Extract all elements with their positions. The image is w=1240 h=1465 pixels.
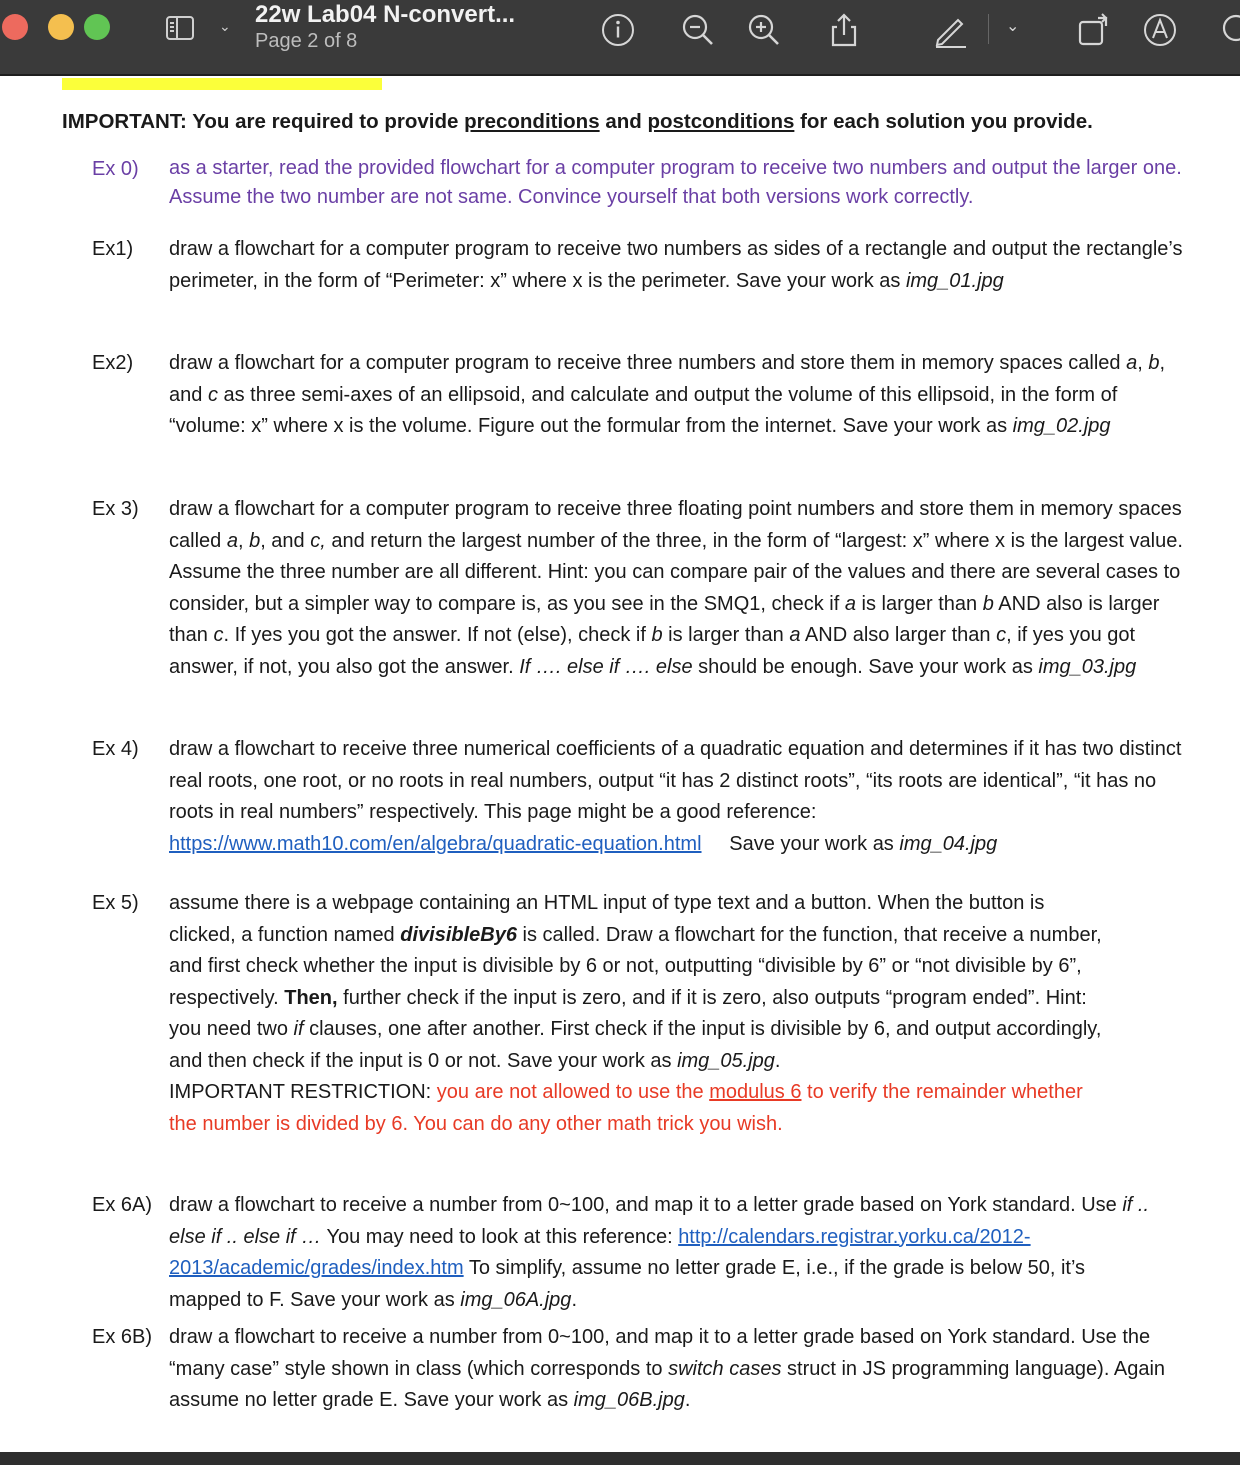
exercise-text: draw a flowchart for a computer program to receive three floating point numbers and store them in memory spaces called a, b, and c, and return the largest number of the three, in the form of “largest: x” where x is the largest value. Assume the three number are all different. Hint: you can compare pair of the values and there are several cases to consider, but a simpler way to compare is, as you see in the SMQ1, check if a is larger than b AND also is larger than c. If yes you got the answer. If not (else), check if b is larger than a AND also larger than c, if yes you got answer, if not, you also got the answer. If …. else if …. else should be enough. Save your work as img_03.jpg (169, 498, 1183, 678)
share-icon[interactable] (824, 10, 864, 50)
quadratic-reference-link[interactable]: https://www.math10.com/en/algebra/quadratic-equation.html (169, 832, 702, 855)
annotate-icon[interactable] (1140, 10, 1180, 50)
exercise-label: Ex1) (92, 238, 134, 260)
search-icon[interactable] (1218, 10, 1240, 50)
zoom-out-icon[interactable] (678, 10, 718, 50)
window-toolbar (0, 0, 1240, 76)
exercise-text: draw a flowchart to receive three numerical coefficients of a quadratic equation and determines if it has two distinct real roots, one root, or no roots in real numbers, output “it has 2 distinct roots”, “its roots are identical”, “it has no roots in real numbers” respectively. This page might be a good reference: https://www.math10.com/en/algebra/quadratic-equation.html Save your work as img_04.jpg (169, 738, 1182, 855)
important-note: IMPORTANT: You are required to provide preconditions and postconditions for each solution you provide. (62, 110, 1093, 133)
sidebar-icon (166, 16, 194, 40)
exercise-label: Ex2) (92, 352, 134, 374)
exercise-label: Ex 4) (92, 738, 139, 760)
exercise-text: draw a flowchart to receive a number from 0~100, and map it to a letter grade based on York standard. Use if .. else if .. else if … You may need to look at this reference: http://calendars.registrar.yorku.ca/2012-2013/academic/grades/index.htm To simplify, assume no letter grade E, i.e., if the grade is below 50, it’s mapped to F. Save your work as img_06A.jpg. (169, 1194, 1149, 1311)
york-grades-reference-link[interactable]: http://calendars.registrar.yorku.ca/2012-2013/academic/grades/index.htm (169, 1225, 1031, 1279)
sidebar-toggle-button[interactable] (166, 16, 204, 42)
highlighted-text-fragment (62, 78, 382, 90)
exercise-label: Ex 3) (92, 498, 139, 520)
sidebar-menu-chevron-icon[interactable]: ⌄ (219, 18, 231, 34)
exercise-text: draw a flowchart for a computer program to receive three numbers and store them in memory spaces called a, b, and c as three semi-axes of an ellipsoid, and calculate and output the volume of this ellipsoid, in the form of “volume: x” where x is the volume. Figure out the formular from the internet. Save your work as img_02.jpg (169, 352, 1166, 437)
exercise-text: draw a flowchart to receive a number from 0~100, and map it to a letter grade based on York standard. Use the “many case” style shown in class (which corresponds to switch cases struct in JS programming language). Again assume no letter grade E. Save your work as img_06B.jpg. (169, 1326, 1166, 1411)
exercise-label: Ex 5) (92, 892, 139, 914)
exercise-text: draw a flowchart for a computer program to receive two numbers as sides of a rectangle and output the rectangle’s perimeter, in the form of “Perimeter: x” where x is the perimeter. Save your work as img_01.jpg (169, 238, 1183, 292)
document-title: 22w Lab04 N-convert... (255, 1, 516, 28)
zoom-window-button[interactable] (84, 14, 110, 40)
info-icon[interactable] (598, 10, 638, 50)
exercise-text: as a starter, read the provided flowchart for a computer program to receive two numbers and output the larger one. Assume the two number are not same. Convince yourself that both versions work correctly. (169, 157, 1182, 208)
exercise-label: Ex 6A) (92, 1194, 153, 1216)
markup-menu-chevron-icon[interactable]: ⌄ (1006, 18, 1020, 35)
document-page (0, 78, 1240, 1452)
restriction-label: IMPORTANT RESTRICTION: (169, 1081, 437, 1103)
toolbar-separator (988, 14, 989, 44)
markup-pen-icon[interactable] (930, 10, 970, 50)
exercise-text: assume there is a webpage containing an HTML input of type text and a button. When the button is clicked, a function named divisibleBy6 is called. Draw a flowchart for the function, that receive a number, and first check whether the input is divisible by 6 or not, outputting “divisible by 6” or “not divisible by 6”, respectively. Then, further check if the input is zero, and if it is zero, also outputs “program ended”. Hint: you need two if clauses, one after another. First check if the input is divisible by 6, and output accordingly, and then check if the input is 0 or not. Save your work as img_05.jpg. IMPORTANT RESTRICTION: you are not allowed to use the modulus 6 to verify the remainder whether the number is divided by 6. You can do any other math trick you wish. (169, 892, 1102, 1135)
page-indicator: Page 2 of 8 (255, 30, 358, 52)
minimize-window-button[interactable] (48, 14, 74, 40)
exercise-label: Ex 0) (92, 158, 139, 180)
close-window-button[interactable] (2, 14, 28, 40)
zoom-in-icon[interactable] (744, 10, 784, 50)
exercise-label: Ex 6B) (92, 1326, 153, 1348)
window-bottom-edge (0, 1452, 1240, 1465)
rotate-icon[interactable] (1074, 10, 1114, 50)
